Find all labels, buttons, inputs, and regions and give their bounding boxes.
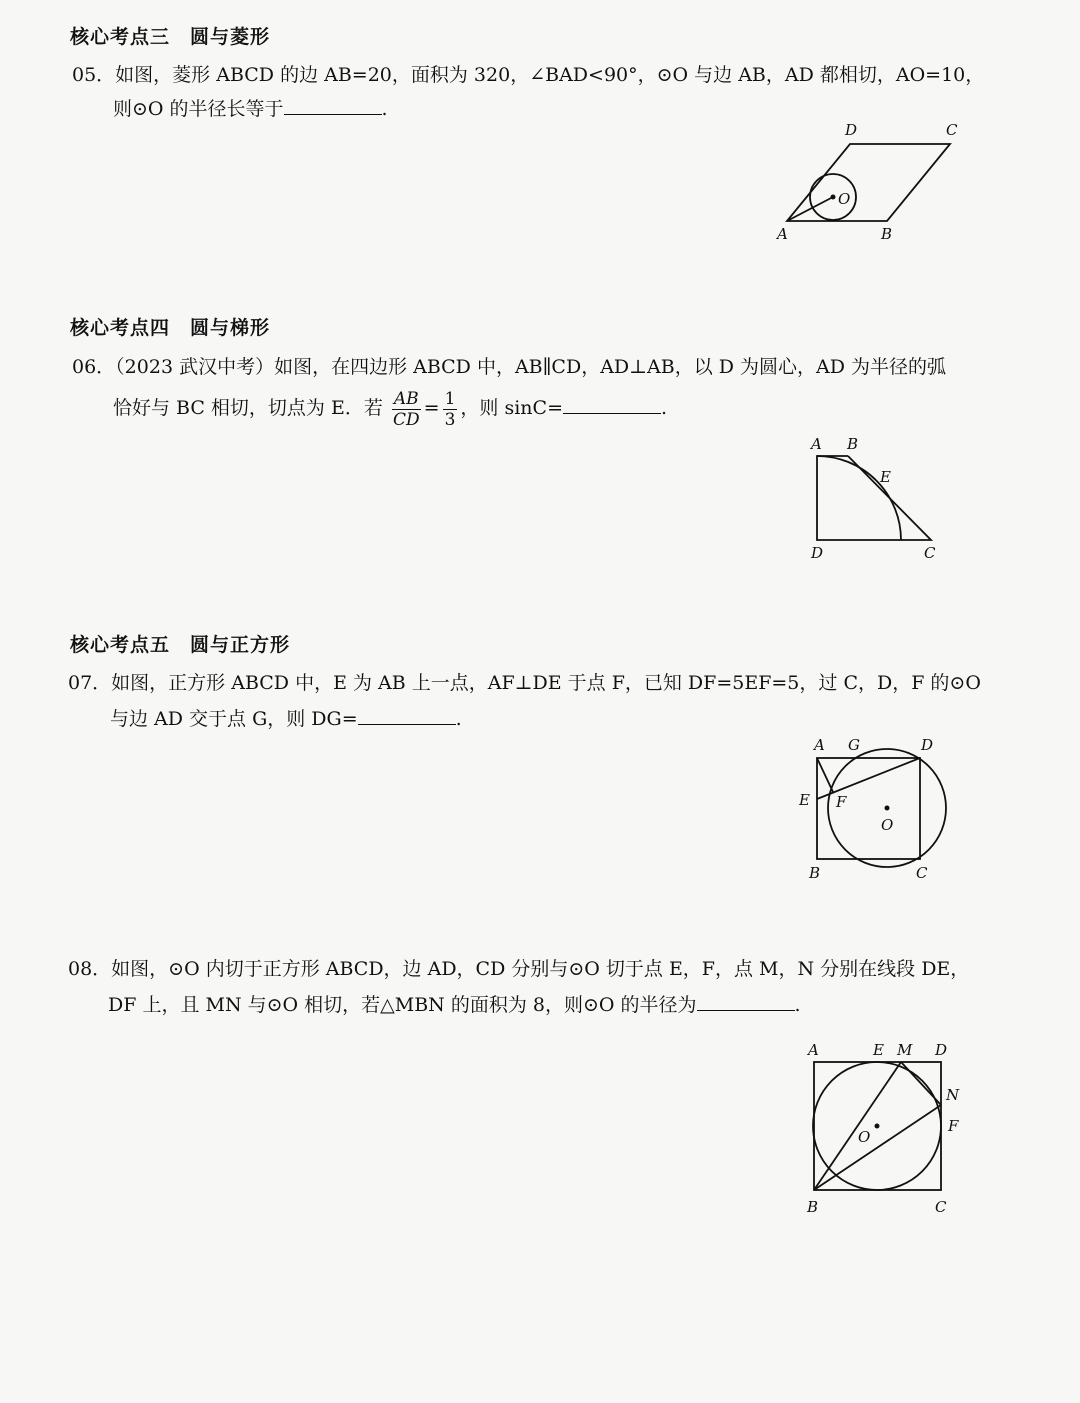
segment-bn (814, 1105, 941, 1190)
problem-05-line-1: 05．如图，菱形 ABCD 的边 AB=20，面积为 320，∠BAD<90°，⊙O 与边 AB，AD 都相切，AO=10， (72, 64, 985, 86)
problem-08-line-1: 08．如图，⊙O 内切于正方形 ABCD，边 AD，CD 分别与⊙O 切于点 E，F，点 M，N 分别在线段 DE， (68, 958, 970, 980)
label-a: A (777, 225, 788, 243)
figure-trapezoid-arc (800, 432, 950, 567)
label-n: N (946, 1086, 960, 1104)
label-o: O (858, 1128, 871, 1146)
label-a: A (811, 435, 822, 453)
label-o: O (881, 816, 894, 834)
answer-blank-08[interactable] (697, 992, 795, 1011)
answer-blank-07[interactable] (358, 706, 456, 725)
problem-08-text: DF 上，且 MN 与⊙O 相切，若△MBN 的面积为 8，则⊙O 的半径为 (108, 994, 697, 1016)
label-d: D (935, 1041, 948, 1059)
section-heading-4: 核心考点四 圆与梯形 (70, 317, 271, 339)
segment-mn (901, 1062, 941, 1105)
label-b: B (847, 435, 859, 453)
figure-square-incircle-08 (795, 1038, 980, 1223)
fraction-one-third: $\frac{1}{3}$ (444, 388, 456, 430)
label-c: C (924, 544, 936, 562)
problem-06-line-2: 恰好与 BC 相切，切点为 E．若 $\frac{AB}{CD}$ = $\frac{1}{3}$ ，则 sinC= . (113, 388, 668, 430)
label-g: G (848, 736, 860, 754)
label-c: C (916, 864, 928, 882)
fraction-ab-cd: $\frac{AB}{CD}$ (392, 388, 420, 430)
problem-06-line-1: 06．（2023 武汉中考）如图，在四边形 ABCD 中，AB∥CD，AD⊥AB，以 D 为圆心，AD 为半径的弧 (72, 356, 947, 378)
label-e: E (799, 791, 810, 809)
center-dot-o (875, 1124, 880, 1129)
label-b: B (881, 225, 893, 243)
label-f: F (836, 793, 847, 811)
center-dot-o (831, 195, 836, 200)
label-d: D (921, 736, 934, 754)
square-abcd (817, 758, 920, 859)
segment-bm (814, 1062, 901, 1190)
segment-de (817, 758, 920, 799)
label-o: O (838, 190, 851, 208)
problem-05-line-2: 则⊙O 的半径长等于 . (113, 98, 388, 120)
answer-blank-05[interactable] (284, 96, 382, 115)
segment-af (817, 758, 833, 792)
label-e: E (873, 1041, 884, 1059)
problem-07-line-2: 与边 AD 交于点 G，则 DG= . (110, 708, 462, 730)
label-a: A (808, 1041, 819, 1059)
section-heading-5: 核心考点五 圆与正方形 (70, 634, 291, 656)
problem-07-text: 与边 AD 交于点 G，则 DG= (110, 708, 358, 730)
label-f: F (948, 1117, 959, 1135)
trapezoid-abcd (817, 456, 931, 540)
label-m: M (897, 1041, 913, 1059)
problem-06-text-b: ，则 sinC= (460, 397, 563, 419)
label-c: C (946, 121, 958, 139)
label-b: B (807, 1198, 819, 1216)
label-b: B (809, 864, 821, 882)
problem-07-line-1: 07．如图，正方形 ABCD 中，E 为 AB 上一点，AF⊥DE 于点 F，已知 DF=5EF=5，过 C，D，F 的⊙O (68, 672, 981, 694)
figure-rhombus-circle (770, 118, 1000, 248)
section-heading-3: 核心考点三 圆与菱形 (70, 26, 271, 48)
label-c: C (935, 1198, 947, 1216)
label-a: A (814, 736, 825, 754)
label-e: E (880, 468, 891, 486)
problem-05-text: 则⊙O 的半径长等于 (113, 98, 284, 120)
problem-08-line-2: DF 上，且 MN 与⊙O 相切，若△MBN 的面积为 8，则⊙O 的半径为 . (108, 994, 801, 1016)
label-d: D (811, 544, 824, 562)
problem-06-text-a: 恰好与 BC 相切，切点为 E．若 (113, 397, 383, 419)
answer-blank-06[interactable] (563, 395, 661, 414)
label-d: D (845, 121, 858, 139)
figure-square-circle-07 (790, 733, 965, 888)
center-dot-o (885, 806, 890, 811)
rhombus-abcd (787, 144, 950, 221)
